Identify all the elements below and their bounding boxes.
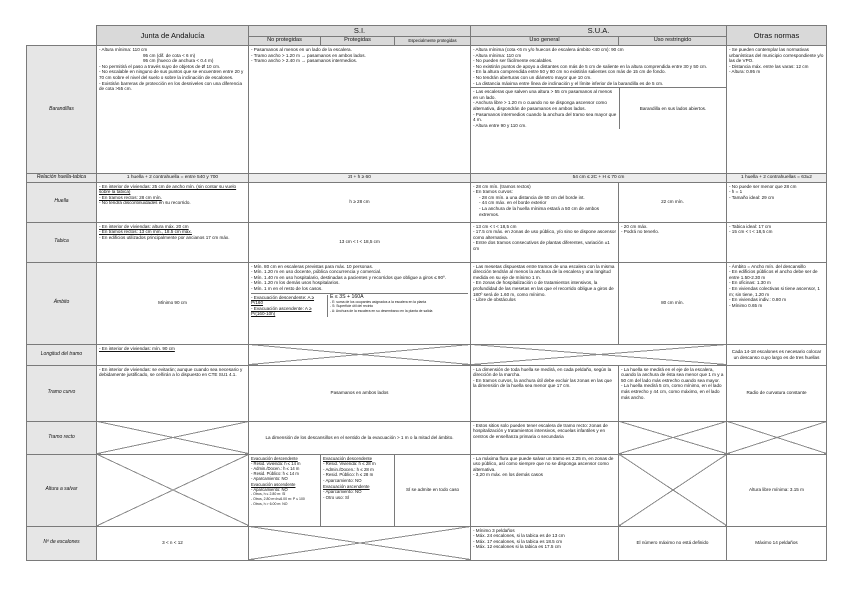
ambito-otras [727, 262, 827, 344]
text-line: - Altura mínima: 110 cm [99, 47, 148, 52]
text-line: - Altura mínima (cota <6 m y/o huecos de escalera ámbito <40 cm): 90 cm [473, 47, 624, 52]
text-line: - Mínimo 0.65 m [729, 302, 763, 308]
text-line: - En tramos rectos: 28 cm mín. [99, 194, 162, 200]
text-line: - Mín. 1.40 m en uso hospitalario, destinadas a pacientes y recorridos que obligue a giros ≤ 90º. [251, 274, 446, 280]
text-line: 95 cm (hueco de anchura < 0.4 m) [143, 58, 214, 64]
header-si-protegidas: Protegidas [321, 37, 395, 46]
text-line: - Distancia máx. entre las varas: 12 cm [729, 63, 809, 69]
text-line: - Aparcamiento: NO [251, 476, 288, 482]
text-line: - Tabica ideal: 17 cm [729, 223, 772, 229]
text-line: - En tramos curvos, la anchura útil debe excluir las zonas en las que la dimensión de la huella sea menor que 17 cm. [473, 377, 612, 389]
text-line: E ≤ 3S + 160A [330, 293, 364, 300]
recto-junta-na [97, 421, 249, 454]
text-line: - No tendrán aberturas con un diámetro mayor que 10 cm. [473, 74, 592, 80]
altura-otras: Altura libre mínima: 3.15 m [727, 454, 827, 526]
text-line: - Resid. vivienda: h ≤ 14 m [251, 460, 301, 466]
escalones-sua-restringido: El número máximo no está definido [619, 526, 727, 560]
row-escalones [27, 526, 827, 560]
row-label-longitud: Longitud del tramo [27, 344, 97, 365]
text-line: - En edificios utilizados principalmente por ancianos 17 cm máx. [99, 234, 230, 240]
text-line: - Evacuación ascendente: A ≥ P/(160-10h) [251, 305, 312, 317]
row-longitud [27, 344, 827, 365]
text-line: - Máx. 12 escalones si la tabica es 17.5 cm [473, 544, 561, 550]
text-line: - Existirán barreras de protección en los desniveles con una diferencia de cota >55 cm. [99, 80, 242, 92]
text-line: - Tramo ancho > 1.20 m → pasamanos en ambos lados. [251, 52, 366, 58]
curvo-sua-general [471, 365, 619, 421]
barandillas-sua-general [471, 88, 620, 129]
text-line: - En la altura comprendida entre 50 y 80 cm no existirán salientes con más de 15 cm de fondo. [473, 69, 666, 75]
text-line: - Altura mínima: 110 cm [473, 52, 522, 58]
header-junta: Junta de Andalucía [97, 26, 249, 46]
text-line: Evacuación ascendente [251, 481, 296, 487]
text-line: Evacuación descendente [323, 455, 373, 461]
row-label-tramo-curvo: Tramo curvo [27, 365, 97, 421]
ambito-si [249, 262, 471, 344]
text-line: - 28 cm mín. (tramos rectos) [473, 183, 531, 189]
tabica-sua-general [471, 222, 619, 262]
altura-junta-na [97, 454, 249, 526]
huella-otras [727, 182, 827, 222]
header-row-top [27, 26, 827, 37]
recto-sua-restringido-na [619, 421, 727, 454]
regulation-table [26, 25, 827, 561]
longitud-sua-na [471, 344, 727, 365]
text-line: - Pasamanos intermedios cuando la anchura del tramo sea mayor que 4 m. [473, 111, 617, 123]
barandillas-otras [727, 46, 827, 174]
text-line: - La anchura de la huella mínima estará a 50 cm de ambos extremos. [479, 205, 600, 217]
tabica-otras [727, 222, 827, 262]
row-label-huella: Huella [27, 182, 97, 222]
row-label-barandillas: Barandillas [27, 46, 97, 174]
curvo-sua-restringido [619, 365, 727, 421]
ambito-sua-restringido: 80 cm mín. [619, 262, 727, 344]
text-line: - Resid. Público: h ≤ 14 m [251, 471, 299, 477]
escalones-si-na [249, 526, 471, 560]
text-line: - 15 cm < t < 18,5 cm [729, 229, 773, 235]
text-line: - 20 cm máx. [621, 223, 648, 229]
text-line: - Admin./Docen.: h ≤ 28 m [323, 466, 374, 472]
text-line: - La dimensión de toda huella se medirá, en cada peldaño, según la dirección de la marcha. [473, 366, 612, 378]
row-label-tabica: Tabica [27, 222, 97, 262]
header-otras: Otras normas [727, 26, 827, 46]
text-line: - No existirán puntos de apoyo a distantes con más de 5 cm de saliente en la altura comprendida entre 30 y 50 cm. [473, 63, 708, 69]
ambito-si-evacuacion [251, 295, 327, 317]
relacion-sua: 54 cm ≤ 2C + H ≤ 70 cm [471, 174, 727, 183]
text-line: - Aparcamiento: NO [323, 477, 362, 483]
text-line: - Podrá no tenerlo. [621, 229, 660, 235]
row-label-tramo-recto: Tramo recto [27, 421, 97, 454]
text-line: - Mín. 1 m en el resto de los casos. [251, 285, 323, 291]
relacion-si: 2t + h ≥ 60 [249, 174, 471, 183]
header-sua-general: Uso general [471, 37, 619, 46]
text-line: - La máxima flura que puede salvar un tramo es 2.25 m, en zonas de uso público, así como siempre que no se disponga ascensor como alternativa. [473, 455, 614, 472]
text-line: - Las mesetas dispuestas entre tramos de una escalera con la misma dirección tendrán al menos la anchura de la escalera y una longitud medida en su eje de mínimo 1 m. [473, 263, 615, 280]
escalones-sua-general [471, 526, 619, 560]
curvo-junta [97, 365, 249, 421]
text-line: - 28 cm mín. a una distancia de 50 cm del borde int. [479, 194, 585, 200]
text-line: - En tramos rectos: 13 cm mín., 18.5 cm máx. [99, 229, 192, 235]
text-line: - En interior de viviendas: mín. 90 cm [99, 345, 175, 351]
text-line: - 3,20 m máx. en los demás casos [473, 472, 543, 478]
text-line: - Libre de obstáculos [473, 297, 516, 303]
text-line: - Mín. 1.20 m en uso docente, pública concurrencia y comercial. [251, 269, 382, 275]
text-line: - La huella medirá 5 cm, como mínimo, en el lado más estrecho y 44 cm, como máximo, en el lado más ancho. [621, 383, 722, 400]
header-sua-restringido: Uso restringido [619, 37, 727, 46]
text-line: - 17.5 cm máx. en zonas de uso público, y/o sino se dispone ascensor como alternativa. [473, 229, 616, 240]
text-line: - Mín. 1.20 m los demás usos hospitalarios. [251, 280, 340, 286]
text-line: - No permitirá el paso a través suyo de objetos de Ø 10 cm. [99, 63, 221, 69]
recto-otras-na [727, 421, 827, 454]
row-huella [27, 182, 827, 222]
barandillas-sua-common [471, 46, 726, 87]
text-line: - Se pueden contemplar las normativas urbanísticas del municipio correspondiente y/o las de VPO. [729, 47, 824, 64]
text-line: - No escalable en ninguno de sus puntos que se encuentren entre 20 y 70 cm sobre el nivel del suelo o sobre la inclinación de escalones. [99, 69, 244, 80]
stairs-regulation-sheet [26, 25, 827, 561]
text-line: - h = 1 [729, 189, 743, 195]
row-relacion [27, 174, 827, 183]
altura-si-no-protegidas [249, 454, 321, 526]
text-line: - En interior de viviendas: altura máx. 20 cm [99, 223, 189, 229]
relacion-otras: 1 huella + 2 contrahuellas = 63±2 [727, 174, 827, 183]
text-line: - 44 cm máx. en el borde exterior [479, 200, 547, 206]
text-line: - Otros, 2.80 m<h≤6.00 m: P ≤ 100 [251, 497, 305, 502]
text-line: - Anchura libre > 1.20 m o cuando no se disponga ascensor como alternativa, dispondrán de pasamanos en ambos lados. [473, 100, 607, 111]
text-line: - Otro uso: SÍ [323, 494, 350, 500]
ambito-sua-general [471, 262, 619, 344]
text-line: - E: suma de los ocupantes asignados a la escalera en la planta [330, 300, 427, 305]
text-line: - En viviendas colectivas si tiene ascensor, 1 m; sin tiene, 1.20 m [729, 285, 820, 297]
text-line: - Ámbito = Ancho mín. del descansillo [729, 263, 806, 269]
huella-sua-general [471, 182, 619, 222]
text-line: - Pasamanos al menos en un lado de la escalera. [251, 47, 352, 52]
text-line: - En tramos curvos: [473, 189, 513, 195]
barandillas-sua-restringido: Barandilla en sus lados abiertos. [639, 105, 707, 111]
curvo-otras: Radio de curvatura constante [727, 365, 827, 421]
text-line: - Máx. 24 escalones, si la tabica es de 13 cm [473, 533, 565, 539]
text-line: Evacuación ascendente [323, 483, 370, 489]
text-line: - En viviendas indiv.: 0.80 m [729, 297, 787, 303]
text-line: - Evacuación descendente: A ≥ P/160 [251, 294, 315, 306]
altura-sua-restringido-na [619, 454, 727, 526]
corner-cell [27, 26, 97, 46]
text-line: - Otros, h > 6.00 m: NO [251, 502, 288, 507]
huella-sua-restringido: 22 cm mín. [619, 182, 727, 222]
longitud-otras: Cada 14-18 escalones es necesario colocar un descanso cuyo largo es de tres huellas [727, 344, 827, 365]
text-line: - En edificios públicos el ancho debe ser de entre 1.50-2.30 m [729, 269, 818, 280]
row-tabica [27, 222, 827, 262]
text-line: - La huella se medirá en el eje de la escalera, cuando la anchura de ésta sea menor que 1 m y a 50 cm del lado más estrecho cuando sea mayor. [621, 366, 724, 383]
text-line: - 13 cm < t < 18,5 cm [473, 223, 517, 229]
row-label-escalones: Nº de escalones [27, 526, 97, 560]
huella-si: h ≥ 28 cm [249, 182, 471, 222]
header-sua: S.U.A. [471, 26, 727, 37]
altura-si-protegidas [321, 454, 395, 526]
curvo-si: Pasamanos en ambos lados [249, 365, 471, 421]
text-line: - Mín. 80 cm en escaleras previstas para máx. 10 personas. [251, 263, 374, 269]
text-line: - Máx. 17 escalones, si la tabica es 18.5 cm [473, 538, 563, 544]
header-si-especialmente: Especialmente protegidas [395, 37, 471, 46]
text-line: - Entre dos tramos consecutivos de plantas diferentes, variación ±1 cm [473, 240, 610, 251]
text-line: - Tamaño ideal: 29 cm [729, 194, 775, 200]
header-si-no-protegidas: No protegidas [249, 37, 321, 46]
ambito-si-formulas [251, 293, 468, 317]
text-line: - A: Anchura de la escalera en su desembarco en la planta de salida [330, 308, 433, 313]
tabica-si: 13 cm < t < 18,5 cm [249, 222, 471, 262]
barandillas-sua [471, 46, 727, 174]
text-line: - Aparcamiento: NO [323, 489, 362, 495]
text-line: - En oficinas: 1.30 m [729, 280, 771, 286]
tabica-sua-restringido [619, 222, 727, 262]
text-line: - En zonas de hospitalización o de tratamientos intensivos, la profundidad de las mesetas en las que el recorrido obligue a giros de 180º será de 1.60 m, como mínimo. [473, 280, 614, 297]
ambito-junta: Mínimo 90 cm [97, 262, 249, 344]
altura-si-especialmente: SÍ se admite en todo caso [395, 454, 471, 526]
huella-junta [97, 182, 249, 222]
altura-sua-general [471, 454, 619, 526]
recto-si: La dimensión de los descansillos en el sentido de la evacuación > 1 m o la mitad del ámbito. [249, 421, 471, 454]
text-line: - Mínimo 3 peldaños [473, 527, 515, 533]
row-tramo-curvo [27, 365, 827, 421]
row-barandillas [27, 46, 827, 174]
barandillas-junta [97, 46, 249, 174]
text-line: - La distancia máxima entre línea de inclinación y el límite inferior de la barandilla es de 5 cm. [473, 80, 664, 86]
longitud-junta [97, 344, 249, 365]
text-line: - Otros, h ≤ 2.80 m: SÍ [251, 492, 286, 497]
text-line: - S: Superficie útil del recinto [330, 304, 374, 309]
text-line: - Altura entre 90 y 110 cm. [473, 122, 527, 128]
header-si: S.I. [249, 26, 471, 37]
ambito-si-capacidad [327, 295, 468, 317]
row-label-relacion: Relación huella-tabica [27, 174, 97, 183]
barandillas-sua-split [471, 87, 726, 129]
text-line: Evacuación descendente [251, 455, 298, 461]
barandillas-si [249, 46, 471, 174]
text-line: - Admin./Docen.: h ≤ 14 m [251, 466, 300, 471]
longitud-si-na [249, 344, 471, 365]
recto-sua-general [471, 421, 619, 454]
text-line: - Estos sitios solo pueden tener escalera de tramo recto: zonas de hospitalización y tratamientos intensivos, escuelas infantiles y en centros de enseñanza primaria o secundaria [473, 422, 608, 439]
tabica-junta [97, 222, 249, 262]
row-label-altura: Altura a salvar [27, 454, 97, 526]
text-line: - No tendrá discontinuidades en su recorrido. [99, 200, 191, 206]
escalones-junta: 3 < n < 12 [97, 526, 249, 560]
escalones-otras: Máximo 14 peldaños [727, 526, 827, 560]
text-line: - Altura: 0.95 m [729, 69, 761, 75]
row-ambito [27, 262, 827, 344]
row-label-ambito: Ámbito [27, 262, 97, 344]
text-line: - Resid. Vivienda: h ≤ 28 m [323, 461, 376, 467]
text-line: - Las escaleras que salven una altura > 55 cm pasamanos al menos en un lado. [473, 89, 613, 100]
text-line: 95 cm (dif. de cota < 6 m) [143, 52, 196, 58]
relacion-junta: 1 huella + 2 contrahuella = entre 540 y 700 [97, 174, 249, 183]
text-line: - En interior de viviendas: 25 cm de ancho mín. (sin contar su vuelo sobre la tabica) [99, 183, 237, 195]
text-line: - Aparcamiento: NO [251, 486, 288, 492]
text-line: - Tramo ancho > 2.40 m → pasamanos intermedios. [251, 58, 358, 64]
text-line: - En interior de viviendas: se evitarán; aunque cuando sea necesario y debidamente justificado, se ceñirán a lo dispuesto en CTE SU1 4.1. [99, 366, 243, 378]
row-altura [27, 454, 827, 526]
text-line: - Resid. Público: h ≤ 28 m [323, 472, 374, 478]
text-line: - No pueden ser fácilmente escalables. [473, 58, 553, 64]
text-line: - No puede ser menor que 28 cm [729, 183, 797, 189]
row-tramo-recto [27, 421, 827, 454]
